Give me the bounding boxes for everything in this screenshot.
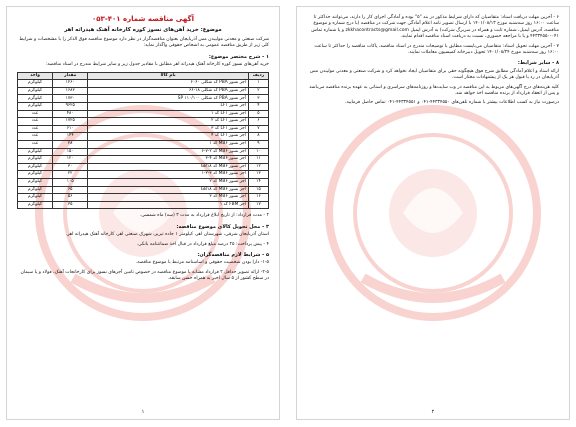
item-quantity: ۱۲۶۰ <box>53 80 88 88</box>
row-number: ۱۵ <box>248 186 268 194</box>
row-number: ۱۳ <box>248 171 268 179</box>
section-3-text: استان آذربایجان شرقی، شهرستان اهر، کیلومتر ۱ جاده تبریز، شهرک صنعتی اهر، کارخانه آهنک هیدراته اهر. <box>65 232 269 238</box>
section-3-title: ۳ - محل تحویل کالای موضوع مناقصه: <box>176 223 269 230</box>
item-quantity: ۳۰ <box>53 163 88 171</box>
item-name: آجر نسوز LF۱ کد ۲ <box>88 118 249 126</box>
item-name: آجر نسوز MB۶ کد ۳-۲-۱ <box>88 171 249 179</box>
intro-paragraph: شرکت صنعتی و معدنی مولیبدن مس آذربایجان بعنوان مناقصه‌گزار در نظر دارد موضوع مناقصه فوق الذکر را با مشخصات و شرایط کلی زیر از طریق مناقصه عمومی به اشخاص حقوقی واگذار نماید: <box>19 37 269 49</box>
col-row-header: ردیف <box>248 72 268 80</box>
table-row <box>18 118 269 126</box>
section-2-duration: ۲ - مدت قرارداد: از تاریخ ابلاغ قرارداد به مدت ۳ (سه) ماه شمسی. <box>139 213 269 219</box>
item-name: آجر نسوز MB۶ کد ۲-۷-۶ <box>88 148 249 156</box>
section-8-item: ارائه اسناد و اعلام آمادگی مطابق شرح فوق هیچگونه حقی برای متقاضیان ایجاد نخواهد کرد و شرکت صنعتی و معدنی مولیبدن مس آذربایجان در رد یا قبول هر یک از پیشنهادات مختار است. <box>309 68 559 81</box>
row-number: ۱۰ <box>248 148 268 156</box>
item-quantity: ۱۷۳۰ <box>53 95 88 103</box>
item-name: آجر نسوز MB۶ کد ۴-۳ <box>88 156 249 164</box>
section-8-title: ۸ - سایر شرایط: <box>517 60 559 67</box>
item-name: آجر نسوز LF۱ <box>88 103 249 111</box>
row-number: ۱۱ <box>248 156 268 164</box>
table-row <box>18 110 269 118</box>
row-number: ۱۶ <box>248 194 268 202</box>
item-quantity: ۱۴۴ <box>53 133 88 141</box>
page-number: ۱ <box>141 409 145 415</box>
row-number: ۱۴ <box>248 178 268 186</box>
table-row <box>18 201 269 209</box>
item-unit: کیلوگرم <box>18 80 53 88</box>
table-header-row <box>18 72 269 80</box>
item-unit: کیلوگرم <box>18 103 53 111</box>
section-5-title: ۵ - شرایط لازم مناقصه‌گران: <box>197 251 269 258</box>
table-row <box>18 148 269 156</box>
table-row <box>18 133 269 141</box>
item-quantity: ۳۵ <box>53 201 88 209</box>
item-name: آجر نسوز PBA کد شکلی ۱۱۰/۱۰۰ SP <box>88 95 249 103</box>
item-name: آجر نسوز PBA کد شکلی ۱۸-۶۶ <box>88 87 249 95</box>
table-row <box>18 163 269 171</box>
item-unit: کیلوگرم <box>18 201 53 209</box>
col-unit-header: واحد <box>18 72 53 80</box>
section-8-item: درصورت نیاز به کسب اطلاعات بیشتر با شماره تلفن‌های ۴۴۳۳۴۵۵۰-۰۴۱ و ۴۴۳۳۴۵۵۱-۰۴۱ تماس حاصل فرمایید. <box>345 100 559 106</box>
item-name: آجر نسوز LF۱ کد ۴ <box>88 133 249 141</box>
items-table <box>17 72 269 210</box>
row-number: ۴ <box>248 103 268 111</box>
col-qty-header: مقدار <box>53 72 88 80</box>
item-quantity: ۱۶۸۳ <box>53 87 88 95</box>
section-1-text: خرید آهن‌های نسوز کوره کارخانه آهنک هیدراته اهر مطابق با مقادیر جدول زیر و سایر شرایط مندرج در اسناد مناقصه: <box>45 62 269 68</box>
item-name: آجر نسوز MB۶ کد ۲ <box>88 178 249 186</box>
section-5-1: ۱-۵- دارا بودن شخصیت حقوقی و اساسنامه مرتبط با موضوع مناقصه. <box>135 260 269 266</box>
page-2-content <box>307 15 559 403</box>
item-unit: کیلوگرم <box>18 178 53 186</box>
table-row <box>18 87 269 95</box>
section-7-deadline-submit: ۷ - آخرین مهلت تحویل اسناد: متقاضیان می‌بایست مطابق با توضیحات مندرج در اسناد مناقصه، پاکات مناقصه را حداکثر تا ساعت ۱۶:۰۰ روز سه‌شنبه مورخ ۱۴۰۱/۰۸/۲۴ تحویل دبیرخانه کمیسیون معاملات نمایند. <box>314 43 559 56</box>
item-unit: کیلوگرم <box>18 171 53 179</box>
item-name: آجر نسوز MB۶ کد ۳ <box>88 194 249 202</box>
item-quantity: ۶۵ <box>53 186 88 194</box>
section-5-2: ۲-۵- ارائه تصویر حداقل ۲ قرارداد مشابه با موضوع مناقصه در خصوص تامین آجرهای نسوز برای کارخانجات آهنک، فولاد و یا سیمان در سطح کشور از ۵ سال اخیر به همراه حسن سابقه. <box>20 269 269 282</box>
section-4-prepayment: ۴ - پیش پرداخت: ۲۵ درصد مبلغ قرارداد در قبال اخذ ضمانتنامه بانکی. <box>136 241 269 247</box>
item-name: آجر FBM کد ۱ <box>88 201 249 209</box>
item-unit: عدد <box>18 110 53 118</box>
table-row <box>18 156 269 164</box>
row-number: ۷ <box>248 125 268 133</box>
item-name: آجر نسوز PBA کد شکلی ۶۰۶۰ <box>88 80 249 88</box>
col-item-header: نام کالا <box>88 72 249 80</box>
item-unit: عدد <box>18 125 53 133</box>
section-8-item: کلیه هزینه‌های درج آگهی‌های مربوط به این مناقصه در وب سایت‌ها و روزنامه‌های سراسری و استانی به عهده برنده مناقصه می‌باشد و پس از انعقاد قرارداد از برنده مناقصه اخذ خواهد شد. <box>309 84 559 97</box>
row-number: ۱ <box>248 80 268 88</box>
item-unit: کیلوگرم <box>18 95 53 103</box>
item-quantity: ۱۷۲۵ <box>53 118 88 126</box>
row-number: ۸ <box>248 133 268 141</box>
item-quantity: ۱۰۵ <box>53 178 88 186</box>
item-name: آجر نسوز MB۶ کد GB۱۸ <box>88 186 249 194</box>
table-row <box>18 80 269 88</box>
item-unit: کیلوگرم <box>18 186 53 194</box>
table-row <box>18 194 269 202</box>
row-number: ۹ <box>248 140 268 148</box>
tender-title: آگهی مناقصه شماره ۴۰۱-۰۵۳ <box>92 15 194 23</box>
item-unit: عدد <box>18 118 53 126</box>
item-unit: کیلوگرم <box>18 87 53 95</box>
item-quantity: ۲۸ <box>53 140 88 148</box>
row-number: ۶ <box>248 118 268 126</box>
section-6-deadline-receive: ۶ - آخرین مهلت دریافت اسناد: متقاضیان که دارای شرایط مذکور در بند "۵" بوده و آمادگی اجرای کار را دارند، می‌توانند حداکثر تا ساعت ۱۶:۰۰ روز سه‌شنبه مورخ ۱۴۰۱/۰۸/۱۳ با ارسال تصویر نامه اعلام آمادگی جهت شرکت در مناقصه (با درج شماره و موضوع مناقصه، آدرس ایمیل، شماره ثابت و همراه در سربرگ شرکت) به آدرس ایمیل zkkhacontracts@gmail.com و یا شماره تماس ۰۴۱-۴۴۳۳۴۵۵۰ و یا با مراجعه حضوری، نسبت به دریافت اسناد مناقصه اقدام نمایند. <box>311 15 559 40</box>
item-quantity: ۹۶۲۵ <box>53 103 88 111</box>
page-1-content <box>17 15 269 403</box>
item-quantity: ۶۱۰ <box>53 125 88 133</box>
item-unit: کیلوگرم <box>18 148 53 156</box>
table-row <box>18 103 269 111</box>
row-number: ۱۷ <box>248 201 268 209</box>
row-number: ۳ <box>248 95 268 103</box>
table-row <box>18 171 269 179</box>
item-name: آجر نسوز LF۱ کد ۱ <box>88 110 249 118</box>
section-1-title: ۱ - شرح مختصر موضوع: <box>208 53 269 60</box>
table-row <box>18 186 269 194</box>
table-row <box>18 95 269 103</box>
item-quantity: ۱۵۰ <box>53 148 88 156</box>
item-quantity: ۱۲۰ <box>53 156 88 164</box>
item-unit: کیلوگرم <box>18 194 53 202</box>
item-name: آجر نسوز MB۶ کد ۱ <box>88 140 249 148</box>
item-name: آجر نسوز MB۶ کد GB۱۸ <box>88 163 249 171</box>
item-quantity: ۵۶ <box>53 194 88 202</box>
page-2 <box>296 6 570 420</box>
item-unit: عدد <box>18 133 53 141</box>
table-row <box>18 178 269 186</box>
item-unit: عدد <box>18 140 53 148</box>
item-name: آجر نسوز LF۱ کد ۳ <box>88 125 249 133</box>
page-number: ۲ <box>431 409 435 415</box>
table-row <box>18 125 269 133</box>
item-unit: کیلوگرم <box>18 163 53 171</box>
page-1 <box>6 6 280 420</box>
row-number: ۵ <box>248 110 268 118</box>
item-unit: کیلوگرم <box>18 156 53 164</box>
item-quantity: ۲۲ <box>53 171 88 179</box>
row-number: ۲ <box>248 87 268 95</box>
tender-subject: موضوع: خرید آهن‌های نسوز کوره کارخانه آهنک هیدراته اهر <box>64 27 222 33</box>
table-row <box>18 140 269 148</box>
item-quantity: ۴۸۰ <box>53 110 88 118</box>
row-number: ۱۲ <box>248 163 268 171</box>
